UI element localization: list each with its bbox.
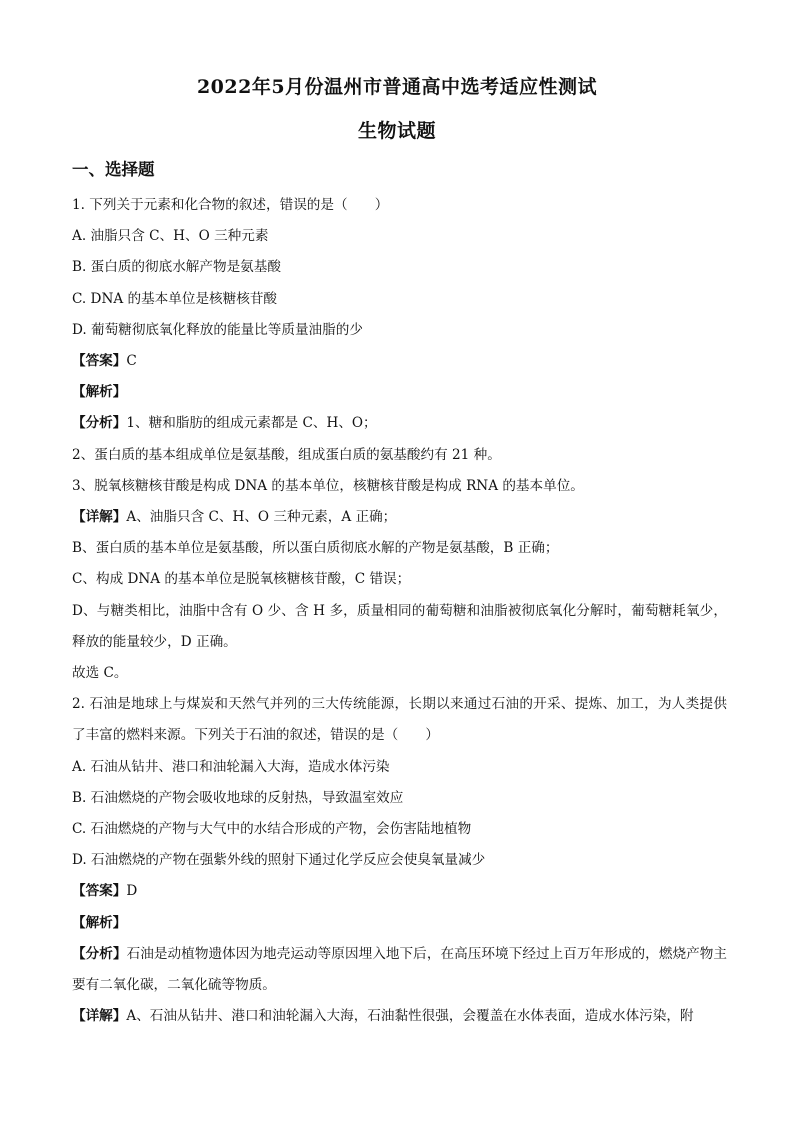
q1-conclusion: 故选 C。 bbox=[72, 665, 128, 682]
q2-xiangjie-text: A、石油从钻井、港口和油轮漏入大海，石油黏性很强，会覆盖在水体表面，造成水体污染，附 bbox=[126, 1008, 694, 1025]
q1-option-d: D. 葡萄糖彻底氧化释放的能量比等质量油脂的少 bbox=[72, 321, 363, 338]
q2-answer-value: D bbox=[126, 883, 138, 900]
q1-fenxi-text-1: 1、糖和脂肪的组成元素都是 C、H、O； bbox=[126, 415, 377, 432]
q1-xiangjie-1 bbox=[72, 502, 727, 533]
q1-stem: 1. 下列关于元素和化合物的叙述，错误的是（ ） bbox=[72, 197, 389, 213]
q1-answer-value: C bbox=[126, 353, 137, 370]
q1-xiangjie-text-1: A、油脂只含 C、H、O 三种元素，A 正确； bbox=[126, 509, 397, 526]
fenxi-tag: 【分析】 bbox=[72, 945, 127, 962]
section-title: 一、选择题 bbox=[72, 160, 155, 179]
q2-stem: 2. 石油是地球上与煤炭和天然气并列的三大传统能源，长期以来通过石油的开采、提炼、加工，为人类提供了丰富的燃料来源。下列关于石油的叙述，错误的是（ ） bbox=[72, 696, 727, 744]
q1-xiangjie-2: B、蛋白质的基本单位是氨基酸，所以蛋白质彻底水解的产物是氨基酸，B 正确； bbox=[72, 540, 559, 557]
q1-answer bbox=[72, 346, 727, 377]
q1-xiangjie-4: D、与糖类相比，油脂中含有 O 少、含 H 多，质量相同的葡萄糖和油脂被彻底氧化分解时，葡萄糖耗氧少，释放的能量较少，D 正确。 bbox=[72, 602, 727, 650]
q1-option-b: B. 蛋白质的彻底水解产物是氨基酸 bbox=[72, 259, 281, 276]
q1-fenxi-1 bbox=[72, 408, 727, 439]
q1-option-a: A. 油脂只含 C、H、O 三种元素 bbox=[72, 228, 269, 245]
xiangjie-tag: 【详解】 bbox=[72, 1008, 127, 1025]
q1-option-c: C. DNA 的基本单位是核糖核苷酸 bbox=[72, 290, 278, 307]
q2-answer bbox=[72, 876, 727, 907]
xiangjie-tag: 【详解】 bbox=[72, 509, 127, 526]
q1-analysis-label: 【解析】 bbox=[72, 384, 127, 401]
q2-analysis-label: 【解析】 bbox=[72, 914, 127, 931]
answer-tag: 【答案】 bbox=[72, 883, 127, 900]
q1-fenxi-2: 2、蛋白质的基本组成单位是氨基酸，组成蛋白质的氨基酸约有 21 种。 bbox=[72, 446, 501, 463]
fenxi-tag: 【分析】 bbox=[72, 415, 127, 432]
q2-option-d: D. 石油燃烧的产物在强紫外线的照射下通过化学反应会使臭氧量减少 bbox=[72, 852, 486, 869]
q1-xiangjie-3: C、构成 DNA 的基本单位是脱氧核糖核苷酸，C 错误； bbox=[72, 571, 411, 588]
q2-option-a: A. 石油从钻井、港口和油轮漏入大海，造成水体污染 bbox=[72, 758, 390, 775]
document-body bbox=[72, 190, 727, 1032]
q2-fenxi-text: 石油是动植物遗体因为地壳运动等原因埋入地下后，在高压环境下经过上百万年形成的，燃烧产物主要有二氧化碳，二氧化硫等物质。 bbox=[72, 945, 728, 994]
q1-fenxi-3: 3、脱氧核糖核苷酸是构成 DNA 的基本单位，核糖核苷酸是构成 RNA 的基本单位。 bbox=[72, 477, 584, 494]
document-title: 2022年5月份温州市普通高中选考适应性测试 bbox=[196, 76, 598, 98]
q2-option-b: B. 石油燃烧的产物会吸收地球的反射热，导致温室效应 bbox=[72, 789, 404, 806]
q2-fenxi bbox=[72, 939, 727, 1001]
answer-tag: 【答案】 bbox=[72, 353, 127, 370]
q2-xiangjie bbox=[72, 1001, 727, 1032]
q2-option-c: C. 石油燃烧的产物与大气中的水结合形成的产物，会伤害陆地植物 bbox=[72, 821, 472, 838]
document-subtitle: 生物试题 bbox=[357, 120, 436, 142]
